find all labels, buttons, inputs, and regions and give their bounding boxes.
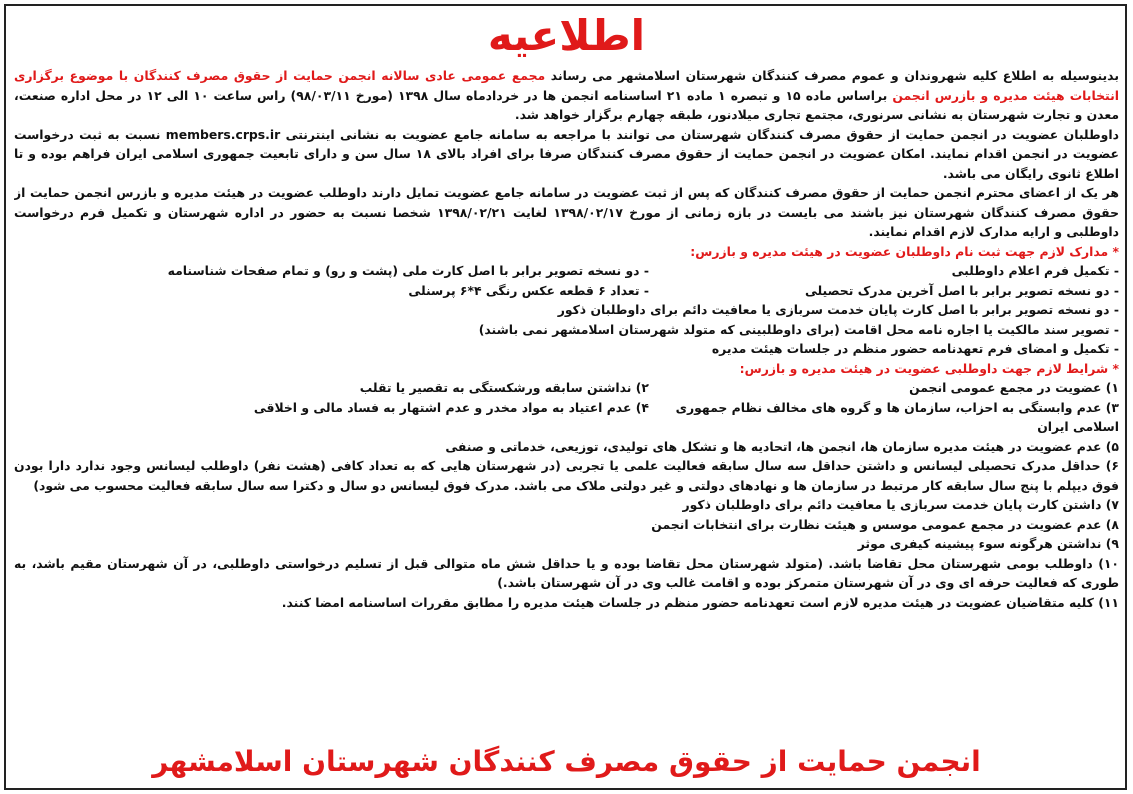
conditions-header: * شرایط لازم جهت داوطلبی عضویت در هیئت مدیره و بازرس: — [739, 360, 1119, 376]
intro-paragraph — [14, 66, 1119, 125]
notice-title: اطلاعیه — [487, 11, 646, 60]
candidacy-paragraph: هر یک از اعضای محترم انجمن حمایت از حقوق مصرف کنندگان که پس از ثبت عضویت در سامانه جامع عضویت تمایل دارند داوطلب عضویت در هیئت مدیره و بازرس انجمن حمایت از حقوق مصرف کنندگان شهرستان نیز باشند می بایست در بازه زمانی از مورخ ۱۳۹۸/۰۲/۱۷ لغایت ۱۳۹۸/۰۲/۲۱ شخصا نسبت به حضور در اداره شهرستان و تکمیل فرم درخواست داوطلبی و ارایه مدارک لازم اقدام نمایند. — [14, 185, 1119, 239]
condition-item: ۳) عدم وابستگی به احزاب، سازمان ها و گروه های مخالف نظام جمهوری اسلامی ایران — [675, 399, 1119, 434]
condition-item: ۵) عدم عضویت در هیئت مدیره سازمان ها، انجمن ها، اتحادیه ها و تشکل های تولیدی، توزیعی، خدماتی و صنفی — [445, 438, 1119, 454]
documents-row — [14, 281, 1119, 301]
documents-row — [14, 261, 1119, 281]
conditions-row — [14, 398, 1119, 437]
membership-paragraph: داوطلبان عضویت در انجمن حمایت از حقوق مصرف کنندگان شهرستان می توانند با مراجعه به سامانه جامع عضویت به نشانی اینترنتی members.crps.ir نسبت به ثبت درخواست عضویت در انجمن اقدام نمایند. امکان عضویت در انجمن حمایت از حقوق مصرف کنندگان صرفا برای افراد بالای ۱۸ سال سن و دارای تابعیت جمهوری اسلامی ایران فراهم بوده و تا اطلاع ثانوی رایگان می باشد. — [14, 126, 1119, 181]
document-item: - دو نسخه تصویر برابر با اصل کارت ملی (پشت و رو) و تمام صفحات شناسنامه — [167, 263, 649, 278]
condition-item: ۶) حداقل مدرک تحصیلی لیسانس و داشتن حداقل سه سال سابقه فعالیت علمی یا تجربی (در شهرستان هایی که به تعداد کافی (هشت نفر) داوطلب لیسانس وجود ندارد دارا بودن فوق دیپلم با پنج سال سابقه کار مرتبط در سازمان ها و نهادهای دولتی و غیر دولتی ملاک می باشد. مدرک فوق لیسانس دو سال و دکترا سه سال سابقه فعالیت محسوب می شود) — [14, 458, 1119, 493]
document-item: - تصویر سند مالکیت یا اجاره نامه محل اقامت (برای داوطلبینی که متولد شهرستان اسلامشهر نمی باشند) — [478, 321, 1119, 337]
notice-page — [14, 10, 1119, 786]
condition-item: ۲) نداشتن سابقه ورشکستگی به تقصیر یا تقلب — [359, 380, 649, 395]
conditions-row — [14, 378, 1119, 398]
condition-item: ۸) عدم عضویت در مجمع عمومی موسس و هیئت نظارت برای انتخابات انجمن — [651, 516, 1119, 532]
documents-header: * مدارک لازم جهت ثبت نام داوطلبان عضویت در هیئت مدیره و بازرس: — [690, 243, 1119, 259]
document-item: - دو نسخه تصویر برابر با اصل آخرین مدرک تحصیلی — [804, 282, 1119, 298]
document-item: - تعداد ۶ قطعه عکس رنگی ۴*۶ پرسنلی — [408, 282, 649, 298]
condition-item: ۷) داشتن کارت پایان خدمت سربازی یا معافیت دائم برای داوطلبان ذکور — [682, 497, 1119, 512]
intro-text: بدینوسیله به اطلاع کلیه شهروندان و عموم مصرف کنندگان شهرستان اسلامشهر می رساند — [545, 68, 1119, 83]
condition-item: ۱) عضویت در مجمع عمومی انجمن — [909, 380, 1119, 395]
condition-item: ۹) نداشتن هرگونه سوء پیشینه کیفری موثر — [857, 536, 1119, 551]
intro-text-2: براساس ماده ۱۵ و تبصره ۱ ماده ۲۱ اساسنامه انجمن ها در خردادماه سال ۱۳۹۸ (مورخ ۹۸/۰۳/۱۱) راس ساعت ۱۰ الی ۱۲ در محل اداره صنعت، معدن و تجارت شهرستان به نشانی سرنوری، مجتمع تجاری میلادنور، طبقه چهارم برگزار خواهد شد. — [14, 87, 1119, 122]
document-item: - دو نسخه تصویر برابر با اصل کارت پایان خدمت سربازی یا معافیت دائم برای داوطلبان ذکور — [557, 302, 1119, 317]
footer-signature: انجمن حمایت از حقوق مصرف کنندگان شهرستان اسلامشهر — [152, 745, 981, 778]
condition-item: ۱۰) داوطلب بومی شهرستان محل تقاضا باشد. (متولد شهرستان محل تقاضا بوده و یا حداقل شش ماه متوالی قبل از تسلیم درخواستی داوطلبی، در آن شهرستان مقیم باشد، به طوری که فعالیت حرفه ای وی در آن شهرستان متمرکز بوده و اقامت غالب وی در آن شهرستان باشد.) — [14, 555, 1119, 590]
document-item: - تکمیل فرم اعلام داوطلبی — [951, 263, 1119, 278]
condition-item: ۱۱) کلیه متقاضیان عضویت در هیئت مدیره لازم است تعهدنامه حضور منظم در جلسات هیئت مدیره را مطابق مقررات اساسنامه امضا کنند. — [281, 594, 1119, 610]
intro-highlight: مجمع عمومی عادی سالانه انجمن حمایت از حقوق مصرف کنندگان با موضوع برگزاری انتخابات هیئت مدیره و بازرس انجمن — [14, 68, 1119, 103]
condition-item: ۴) عدم اعتیاد به مواد مخدر و عدم اشتهار به فساد مالی و اخلاقی — [253, 399, 649, 415]
document-item: - تکمیل و امضای فرم تعهدنامه حضور منظم در جلسات هیئت مدیره — [711, 341, 1119, 356]
